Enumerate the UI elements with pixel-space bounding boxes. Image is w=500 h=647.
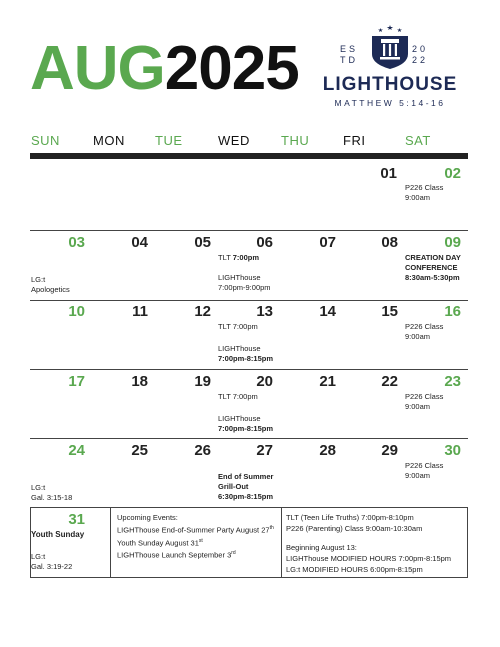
weekday-sun: SUN <box>31 133 60 148</box>
day-number: 21 <box>319 373 336 390</box>
event-note: TLT 7:00pm LIGHThouse 7:00pm-8:15pm <box>218 392 274 433</box>
row-divider <box>30 507 468 508</box>
event-note: P226 Class 9:00am <box>405 322 444 341</box>
weekday-fri: FRI <box>343 133 366 148</box>
day-number: 19 <box>194 373 211 390</box>
row-divider <box>30 577 468 578</box>
youth-sunday-label: Youth Sunday <box>31 530 85 539</box>
lighthouse-logo <box>320 22 460 114</box>
event-note: TLT 7:00pm LIGHThouse 7:00pm-8:15pm <box>218 322 274 363</box>
weekday-wed: WED <box>218 133 250 148</box>
month-year-title <box>30 34 299 104</box>
row-divider <box>30 369 468 370</box>
day-number: 16 <box>444 303 461 320</box>
weekday-tue: TUE <box>155 133 183 148</box>
event-note: P226 Class 9:00am <box>405 461 444 480</box>
day-number: 31 <box>68 511 85 528</box>
upcoming-events: Upcoming Events: LIGHThouse End-of-Summer Party August 27th Youth Sunday August 31st LIGHThouse Launch September 3rd <box>117 513 274 560</box>
column-divider <box>281 507 282 577</box>
weekday-mon: MON <box>93 133 125 148</box>
row-divider <box>30 230 468 231</box>
column-divider <box>467 507 468 577</box>
year-label: 2025 <box>164 34 299 103</box>
event-note: LG:t Apologetics <box>31 275 70 294</box>
logo-year: 20 22 <box>412 44 429 65</box>
day-number: 27 <box>256 442 273 459</box>
day-number: 09 <box>444 234 461 251</box>
day-number: 10 <box>68 303 85 320</box>
day-number: 25 <box>131 442 148 459</box>
day-number: 07 <box>319 234 336 251</box>
day-number: 01 <box>380 165 397 182</box>
day-number: 08 <box>381 234 398 251</box>
logo-wordmark: LIGHTHOUSE <box>322 74 458 95</box>
row-divider <box>30 438 468 439</box>
event-note: LG:t Gal. 3:19-22 <box>31 552 73 571</box>
day-number: 14 <box>319 303 336 320</box>
day-number: 03 <box>68 234 85 251</box>
event-note: P226 Class 9:00am <box>405 183 444 202</box>
day-number: 13 <box>256 303 273 320</box>
schedule-info: TLT (Teen Life Truths) 7:00pm-8:10pm P226 (Parenting) Class 9:00am-10:30am Beginning August 13: LIGHThouse MODIFIED HOURS 7:00pm-8:15pm LG:t MODIFIED HOURS 6:00pm-8:15pm <box>286 513 452 574</box>
day-number: 15 <box>381 303 398 320</box>
lighthouse-crest-icon <box>368 24 412 70</box>
day-number: 02 <box>444 165 461 182</box>
day-number: 26 <box>194 442 211 459</box>
day-number: 29 <box>381 442 398 459</box>
day-number: 20 <box>256 373 273 390</box>
month-label: AUG <box>30 34 165 103</box>
row-divider <box>30 300 468 301</box>
event-note: TLT 7:00pm LIGHThouse 7:00pm-9:00pm <box>218 253 271 292</box>
day-number: 24 <box>68 442 85 459</box>
day-number: 18 <box>131 373 148 390</box>
event-note: CREATION DAY CONFERENCE 8:30am-5:30pm <box>405 253 461 282</box>
day-number: 22 <box>381 373 398 390</box>
weekday-thu: THU <box>281 133 310 148</box>
logo-verse: MATTHEW 5:14-16 <box>334 98 446 108</box>
day-number: 04 <box>131 234 148 251</box>
column-divider <box>110 507 111 577</box>
day-number: 12 <box>194 303 211 320</box>
day-number: 23 <box>444 373 461 390</box>
logo-est: ES TD <box>340 44 359 65</box>
header-bar <box>30 153 468 159</box>
day-number: 28 <box>319 442 336 459</box>
day-number: 11 <box>132 303 148 320</box>
day-number: 05 <box>194 234 211 251</box>
day-number: 30 <box>444 442 461 459</box>
event-note: LG:t Gal. 3:15-18 <box>31 483 73 502</box>
event-note: End of Summer Grill-Out 6:30pm-8:15pm <box>218 472 274 501</box>
event-note: P226 Class 9:00am <box>405 392 444 411</box>
day-number: 06 <box>256 234 273 251</box>
weekday-sat: SAT <box>405 133 431 148</box>
day-number: 17 <box>68 373 85 390</box>
